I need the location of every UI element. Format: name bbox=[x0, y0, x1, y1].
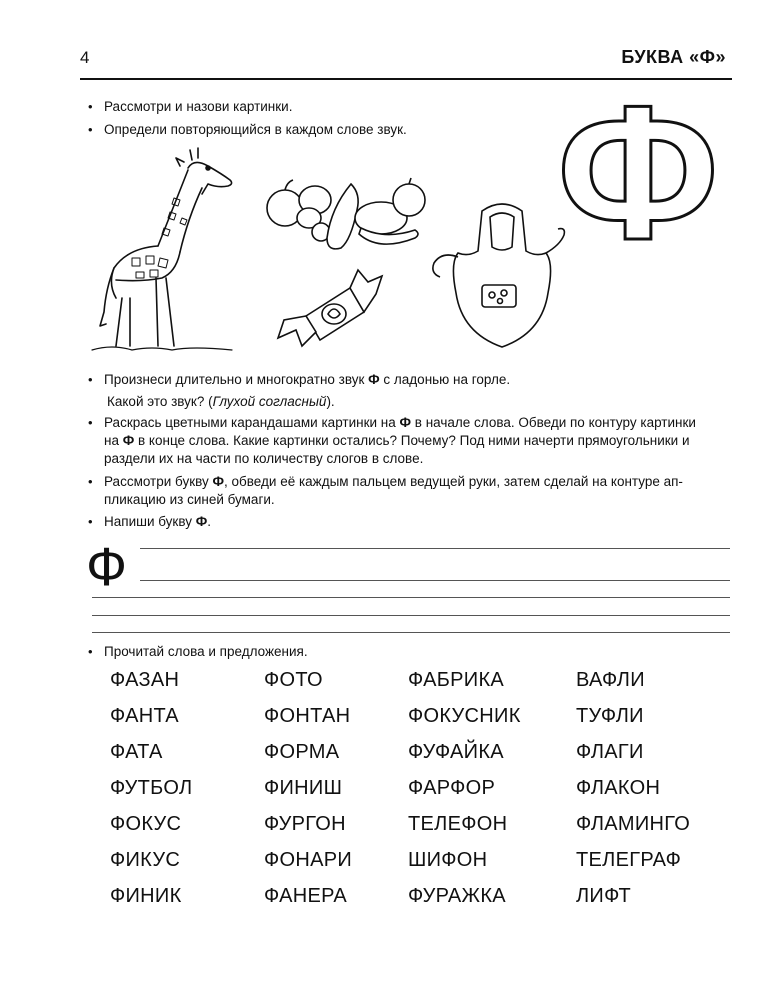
word-item: ФИКУС bbox=[110, 849, 181, 871]
word-item: ФУРАЖКА bbox=[408, 885, 506, 907]
giraffe-picture bbox=[92, 148, 242, 358]
word-item: ФИНИК bbox=[110, 885, 182, 907]
fruits-picture bbox=[263, 178, 433, 253]
word-item: ТЕЛЕГРАФ bbox=[576, 849, 682, 871]
word-item: ФАНТА bbox=[110, 705, 179, 727]
word-item: ФЛАМИНГО bbox=[576, 813, 691, 835]
word-item: ФЛАКОН bbox=[576, 777, 661, 799]
instruction-sound-question: Какой это звук? (Глухой согласный). bbox=[107, 394, 335, 409]
instruction-look-name: • Рассмотри и назови картинки. bbox=[88, 98, 744, 116]
word-item: ФУТБОЛ bbox=[110, 777, 193, 799]
candy-picture bbox=[276, 268, 386, 358]
word-item: ФАТА bbox=[110, 741, 163, 763]
word-item: ФАНЕРА bbox=[264, 885, 348, 907]
writing-line bbox=[92, 615, 730, 616]
apron-picture bbox=[432, 203, 572, 353]
word-column-1 bbox=[110, 668, 192, 920]
word-item: ФАРФОР bbox=[408, 777, 496, 799]
word-item: ФОНАРИ bbox=[264, 849, 353, 871]
word-column-4 bbox=[576, 668, 690, 920]
word-column-2 bbox=[264, 668, 352, 920]
word-item: ФЛАГИ bbox=[576, 741, 644, 763]
word-item: ТУФЛИ bbox=[576, 705, 644, 727]
instruction-trace-letter: • Рассмотри букву Ф, обведи её каждым пальцем ведущей руки, затем сделай на контуре ап- пликацию из синей бумаги. bbox=[88, 473, 754, 509]
word-item: ФИНИШ bbox=[264, 777, 343, 799]
writing-line bbox=[140, 580, 730, 581]
page-title: БУКВА «Ф» bbox=[621, 47, 726, 67]
big-letter-f: Ф bbox=[556, 67, 720, 279]
page-number: 4 bbox=[80, 48, 90, 67]
word-item: ФАЗАН bbox=[110, 669, 180, 691]
word-item: ВАФЛИ bbox=[576, 669, 645, 691]
word-item: ФОНТАН bbox=[264, 705, 351, 727]
instruction-read-words: • Прочитай слова и предложения. bbox=[88, 643, 744, 661]
word-item: ФОРМА bbox=[264, 741, 340, 763]
word-column-3 bbox=[408, 668, 521, 920]
word-item: ШИФОН bbox=[408, 849, 488, 871]
word-item: ФУФАЙКА bbox=[408, 741, 504, 763]
writing-line bbox=[92, 597, 730, 598]
writing-line bbox=[92, 632, 730, 633]
word-item: ФУРГОН bbox=[264, 813, 346, 835]
word-item: ФОКУСНИК bbox=[408, 705, 521, 727]
word-item: ФАБРИКА bbox=[408, 669, 505, 691]
instruction-color-pictures: • Раскрась цветными карандашами картинки на Ф в начале слова. Обведи по контуру картинки на Ф в конце слова. Какие картинки остались? Почему? Под ними начерти прямоугольники и раздели их на части по количеству слогов в слове. bbox=[88, 414, 754, 468]
instruction-write-letter: • Напиши букву Ф. bbox=[88, 513, 744, 531]
word-item: ФОКУС bbox=[110, 813, 182, 835]
instruction-pronounce: • Произнеси длительно и многократно звук Ф с ладонью на горле. bbox=[88, 371, 744, 389]
big-letter-f-outline bbox=[548, 67, 728, 279]
word-item: ФОТО bbox=[264, 669, 323, 691]
writing-line bbox=[140, 548, 730, 549]
word-item: ТЕЛЕФОН bbox=[408, 813, 508, 835]
writing-sample-letter: Ф bbox=[86, 537, 128, 597]
word-item: ЛИФТ bbox=[576, 885, 631, 907]
instruction-find-sound: • Определи повторяющийся в каждом слове звук. bbox=[88, 121, 744, 139]
